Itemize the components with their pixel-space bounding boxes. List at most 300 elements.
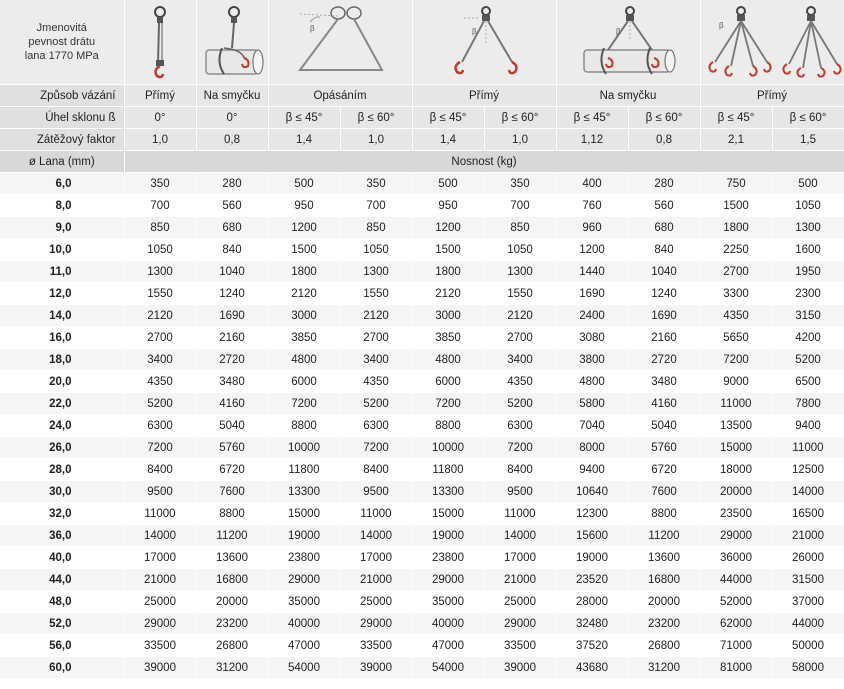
capacity-cell: 19000 (268, 525, 340, 547)
capacity-cell: 25000 (484, 591, 556, 613)
capacity-cell: 6000 (412, 371, 484, 393)
capacity-cell: 1200 (412, 217, 484, 239)
capacity-cell: 750 (700, 173, 772, 195)
capacity-cell: 11000 (700, 393, 772, 415)
capacity-cell: 1050 (484, 239, 556, 261)
title-line: lana 1770 MPa (24, 50, 99, 62)
capacity-cell: 5040 (628, 415, 700, 437)
capacity-cell: 7200 (484, 437, 556, 459)
capacity-cell: 11200 (196, 525, 268, 547)
factor-cell: 1,0 (124, 129, 196, 151)
capacity-cell: 10000 (412, 437, 484, 459)
capacity-cell: 15000 (700, 437, 772, 459)
capacity-cell: 2160 (628, 327, 700, 349)
capacity-cell: 11000 (484, 503, 556, 525)
capacity-cell: 33500 (124, 635, 196, 657)
beta-symbol: β (472, 27, 477, 36)
capacity-cell: 1550 (340, 283, 412, 305)
capacity-cell: 1300 (772, 217, 844, 239)
diameter-header-row (0, 151, 844, 173)
capacity-cell: 1550 (484, 283, 556, 305)
rope-diameter-cell: 52,0 (0, 613, 124, 635)
capacity-cell: 2700 (340, 327, 412, 349)
capacity-cell: 13600 (196, 547, 268, 569)
capacity-cell: 32480 (556, 613, 628, 635)
capacity-cell: 29000 (268, 569, 340, 591)
capacity-cell: 4160 (628, 393, 700, 415)
capacity-cell: 500 (412, 173, 484, 195)
capacity-cell: 47000 (412, 635, 484, 657)
capacity-cell: 2250 (700, 239, 772, 261)
capacity-cell: 44000 (700, 569, 772, 591)
capacity-cell: 8800 (628, 503, 700, 525)
capacity-cell: 1800 (412, 261, 484, 283)
capacity-cell: 8800 (196, 503, 268, 525)
capacity-cell: 4200 (772, 327, 844, 349)
table-row (0, 657, 844, 679)
capacity-cell: 1800 (268, 261, 340, 283)
capacity-cell: 5760 (196, 437, 268, 459)
rope-diameter-cell: 28,0 (0, 459, 124, 481)
capacity-cell: 2120 (268, 283, 340, 305)
capacity-cell: 11200 (628, 525, 700, 547)
capacity-cell: 21000 (772, 525, 844, 547)
capacity-cell: 20000 (700, 481, 772, 503)
method-cell: Přímý (412, 85, 556, 107)
capacity-cell: 7040 (556, 415, 628, 437)
capacity-cell: 6720 (196, 459, 268, 481)
capacity-cell: 13300 (268, 481, 340, 503)
basket-sling-illustration (268, 0, 412, 85)
capacity-cell: 850 (484, 217, 556, 239)
factor-cell: 1,0 (484, 129, 556, 151)
capacity-cell: 1440 (556, 261, 628, 283)
capacity-cell: 81000 (700, 657, 772, 679)
four-leg-sling-illustration (700, 0, 844, 85)
capacity-cell: 1040 (628, 261, 700, 283)
rope-diameter-cell: 30,0 (0, 481, 124, 503)
capacity-cell: 23800 (412, 547, 484, 569)
capacity-cell: 1690 (556, 283, 628, 305)
capacity-cell: 350 (340, 173, 412, 195)
table-row (0, 591, 844, 613)
capacity-cell: 11800 (268, 459, 340, 481)
capacity-cell: 4160 (196, 393, 268, 415)
capacity-cell: 3850 (412, 327, 484, 349)
factor-cell: 1,4 (412, 129, 484, 151)
rope-diameter-cell: 48,0 (0, 591, 124, 613)
basket-sling-icon (280, 4, 400, 80)
capacity-cell: 35000 (268, 591, 340, 613)
capacity-cell: 3850 (268, 327, 340, 349)
capacity-cell: 29000 (124, 613, 196, 635)
capacity-cell: 4800 (556, 371, 628, 393)
capacity-cell: 9000 (700, 371, 772, 393)
angle-cell: β ≤ 60° (628, 107, 700, 129)
capacity-cell: 5040 (196, 415, 268, 437)
capacity-cell: 19000 (412, 525, 484, 547)
angle-cell: β ≤ 45° (268, 107, 340, 129)
illustration-row (0, 0, 844, 85)
capacity-cell: 7200 (412, 393, 484, 415)
capacity-cell: 1300 (124, 261, 196, 283)
capacity-cell: 37520 (556, 635, 628, 657)
angle-cell: β ≤ 45° (412, 107, 484, 129)
capacity-cell: 1600 (772, 239, 844, 261)
table-row (0, 547, 844, 569)
capacity-cell: 1200 (556, 239, 628, 261)
capacity-cell: 2700 (700, 261, 772, 283)
table-row (0, 283, 844, 305)
capacity-cell: 840 (196, 239, 268, 261)
capacity-cell: 700 (124, 195, 196, 217)
capacity-cell: 1240 (628, 283, 700, 305)
capacity-cell: 37000 (772, 591, 844, 613)
table-row (0, 195, 844, 217)
capacity-cell: 1550 (124, 283, 196, 305)
capacity-cell: 350 (124, 173, 196, 195)
capacity-cell: 700 (484, 195, 556, 217)
capacity-cell: 6300 (340, 415, 412, 437)
capacity-cell: 950 (412, 195, 484, 217)
rope-diameter-cell: 26,0 (0, 437, 124, 459)
capacity-cell: 14000 (124, 525, 196, 547)
factor-cell: 1,4 (268, 129, 340, 151)
capacity-cell: 2400 (556, 305, 628, 327)
capacity-cell: 950 (268, 195, 340, 217)
capacity-cell: 5650 (700, 327, 772, 349)
table-row (0, 569, 844, 591)
capacity-cell: 11000 (772, 437, 844, 459)
capacity-cell: 5800 (556, 393, 628, 415)
capacity-cell: 12500 (772, 459, 844, 481)
capacity-cell: 29000 (700, 525, 772, 547)
capacity-cell: 40000 (412, 613, 484, 635)
capacity-cell: 3300 (700, 283, 772, 305)
capacity-cell: 5760 (628, 437, 700, 459)
capacity-cell: 31500 (772, 569, 844, 591)
capacity-cell: 26000 (772, 547, 844, 569)
capacity-cell: 4800 (412, 349, 484, 371)
capacity-cell: 28000 (556, 591, 628, 613)
capacity-cell: 280 (628, 173, 700, 195)
capacity-cell: 71000 (700, 635, 772, 657)
capacity-cell: 13300 (412, 481, 484, 503)
capacity-cell: 2120 (124, 305, 196, 327)
rope-diameter-cell: 18,0 (0, 349, 124, 371)
rope-diameter-cell: 6,0 (0, 173, 124, 195)
angle-row (0, 107, 844, 129)
capacity-cell: 500 (772, 173, 844, 195)
factor-cell: 1,12 (556, 129, 628, 151)
capacity-cell: 5200 (772, 349, 844, 371)
capacity-cell: 1050 (772, 195, 844, 217)
capacity-cell: 8400 (340, 459, 412, 481)
capacity-cell: 1500 (700, 195, 772, 217)
capacity-cell: 1050 (340, 239, 412, 261)
capacity-cell: 2700 (124, 327, 196, 349)
capacity-cell: 3400 (484, 349, 556, 371)
capacity-cell: 1690 (196, 305, 268, 327)
capacity-cell: 21000 (484, 569, 556, 591)
diameter-label: ø Lana (mm) (0, 151, 124, 173)
table-row (0, 327, 844, 349)
capacity-cell: 1050 (124, 239, 196, 261)
capacity-cell: 6000 (268, 371, 340, 393)
capacity-cell: 21000 (340, 569, 412, 591)
capacity-cell: 25000 (124, 591, 196, 613)
capacity-cell: 680 (196, 217, 268, 239)
capacity-cell: 16500 (772, 503, 844, 525)
capacity-cell: 1300 (340, 261, 412, 283)
capacity-cell: 4800 (268, 349, 340, 371)
capacity-cell: 1690 (628, 305, 700, 327)
capacity-cell: 8000 (556, 437, 628, 459)
capacity-cell: 3080 (556, 327, 628, 349)
rope-diameter-cell: 60,0 (0, 657, 124, 679)
capacity-cell: 1240 (196, 283, 268, 305)
capacity-cell: 54000 (412, 657, 484, 679)
capacity-cell: 4350 (700, 305, 772, 327)
capacity-cell: 33500 (340, 635, 412, 657)
capacity-cell: 11000 (340, 503, 412, 525)
capacity-cell: 7200 (340, 437, 412, 459)
capacity-cell: 20000 (196, 591, 268, 613)
capacity-label: Nosnost (kg) (124, 151, 844, 173)
capacity-cell: 3400 (124, 349, 196, 371)
rope-diameter-cell: 24,0 (0, 415, 124, 437)
capacity-cell: 7600 (196, 481, 268, 503)
rope-diameter-cell: 9,0 (0, 217, 124, 239)
capacity-cell: 15600 (556, 525, 628, 547)
capacity-cell: 2120 (484, 305, 556, 327)
capacity-cell: 7200 (268, 393, 340, 415)
capacity-cell: 21000 (124, 569, 196, 591)
capacity-cell: 23200 (628, 613, 700, 635)
capacity-cell: 62000 (700, 613, 772, 635)
capacity-cell: 16800 (628, 569, 700, 591)
two-leg-sling-icon (424, 4, 544, 80)
capacity-cell: 14000 (484, 525, 556, 547)
capacity-cell: 31200 (196, 657, 268, 679)
beta-symbol: β (310, 24, 315, 33)
angle-cell: β ≤ 45° (700, 107, 772, 129)
capacity-cell: 36000 (700, 547, 772, 569)
capacity-cell: 850 (124, 217, 196, 239)
capacity-cell: 1950 (772, 261, 844, 283)
factor-cell: 1,0 (340, 129, 412, 151)
rope-diameter-cell: 32,0 (0, 503, 124, 525)
capacity-cell: 35000 (412, 591, 484, 613)
capacity-cell: 5200 (484, 393, 556, 415)
capacity-cell: 4350 (340, 371, 412, 393)
single-leg-sling-illustration (124, 0, 196, 85)
beta-symbol: β (718, 21, 724, 30)
capacity-cell: 1500 (412, 239, 484, 261)
capacity-cell: 9400 (772, 415, 844, 437)
capacity-cell: 33500 (484, 635, 556, 657)
angle-cell: 0° (196, 107, 268, 129)
method-cell: Přímý (700, 85, 844, 107)
rope-diameter-cell: 36,0 (0, 525, 124, 547)
capacity-cell: 9500 (340, 481, 412, 503)
capacity-cell: 15000 (268, 503, 340, 525)
capacity-cell: 850 (340, 217, 412, 239)
method-cell: Opásáním (268, 85, 412, 107)
rope-diameter-cell: 12,0 (0, 283, 124, 305)
factor-cell: 0,8 (628, 129, 700, 151)
two-leg-choked-sling-illustration (556, 0, 700, 85)
capacity-cell: 9500 (124, 481, 196, 503)
capacity-cell: 11800 (412, 459, 484, 481)
angle-label: Úhel sklonu ß (0, 107, 124, 129)
capacity-cell: 700 (340, 195, 412, 217)
capacity-cell: 3400 (340, 349, 412, 371)
table-row (0, 481, 844, 503)
angle-cell: β ≤ 60° (484, 107, 556, 129)
capacity-cell: 23500 (700, 503, 772, 525)
choked-single-sling-illustration (196, 0, 268, 85)
rope-strength-title (0, 0, 124, 85)
factor-cell: 0,8 (196, 129, 268, 151)
capacity-cell: 47000 (268, 635, 340, 657)
capacity-cell: 840 (628, 239, 700, 261)
capacity-cell: 5200 (340, 393, 412, 415)
table-row (0, 613, 844, 635)
capacity-cell: 1300 (484, 261, 556, 283)
table-row (0, 503, 844, 525)
capacity-cell: 8800 (268, 415, 340, 437)
rope-diameter-cell: 11,0 (0, 261, 124, 283)
capacity-cell: 400 (556, 173, 628, 195)
capacity-cell: 40000 (268, 613, 340, 635)
table-row (0, 437, 844, 459)
capacity-cell: 13600 (628, 547, 700, 569)
capacity-cell: 17000 (484, 547, 556, 569)
table-row (0, 393, 844, 415)
capacity-cell: 960 (556, 217, 628, 239)
capacity-cell: 7200 (700, 349, 772, 371)
capacity-cell: 10000 (268, 437, 340, 459)
table-row (0, 261, 844, 283)
capacity-cell: 14000 (772, 481, 844, 503)
capacity-cell: 31200 (628, 657, 700, 679)
capacity-cell: 2160 (196, 327, 268, 349)
table-row (0, 459, 844, 481)
capacity-cell: 39000 (340, 657, 412, 679)
table-row (0, 635, 844, 657)
capacity-cell: 3800 (556, 349, 628, 371)
title-line: Jmenovitá (36, 22, 87, 34)
title-line: pevnost drátu (28, 36, 96, 48)
capacity-cell: 1200 (268, 217, 340, 239)
capacity-cell: 2300 (772, 283, 844, 305)
table-row (0, 415, 844, 437)
capacity-cell: 560 (196, 195, 268, 217)
table-row (0, 349, 844, 371)
rope-diameter-cell: 40,0 (0, 547, 124, 569)
capacity-cell: 14000 (340, 525, 412, 547)
capacity-cell: 5200 (124, 393, 196, 415)
capacity-cell: 9500 (484, 481, 556, 503)
capacity-cell: 44000 (772, 613, 844, 635)
capacity-cell: 25000 (340, 591, 412, 613)
angle-cell: 0° (124, 107, 196, 129)
capacity-cell: 11000 (124, 503, 196, 525)
capacity-cell: 3000 (412, 305, 484, 327)
capacity-cell: 26800 (196, 635, 268, 657)
capacity-cell: 17000 (340, 547, 412, 569)
capacity-cell: 500 (268, 173, 340, 195)
rope-diameter-cell: 56,0 (0, 635, 124, 657)
capacity-cell: 17000 (124, 547, 196, 569)
capacity-cell: 29000 (412, 569, 484, 591)
capacity-cell: 1500 (268, 239, 340, 261)
capacity-cell: 4350 (484, 371, 556, 393)
capacity-cell: 6500 (772, 371, 844, 393)
capacity-cell: 680 (628, 217, 700, 239)
capacity-cell: 2120 (412, 283, 484, 305)
method-cell: Na smyčku (196, 85, 268, 107)
choked-single-sling-icon (200, 4, 264, 80)
table-row (0, 217, 844, 239)
factor-label: Zátěžový faktor (0, 129, 124, 151)
capacity-cell: 4350 (124, 371, 196, 393)
capacity-cell: 6300 (124, 415, 196, 437)
table-row (0, 305, 844, 327)
method-cell: Na smyčku (556, 85, 700, 107)
capacity-cell: 54000 (268, 657, 340, 679)
method-cell: Přímý (124, 85, 196, 107)
capacity-cell: 15000 (412, 503, 484, 525)
capacity-cell: 13500 (700, 415, 772, 437)
capacity-cell: 23800 (268, 547, 340, 569)
capacity-cell: 23200 (196, 613, 268, 635)
capacity-cell: 3000 (268, 305, 340, 327)
two-leg-sling-illustration (412, 0, 556, 85)
rope-diameter-cell: 22,0 (0, 393, 124, 415)
capacity-cell: 29000 (484, 613, 556, 635)
table-row (0, 371, 844, 393)
angle-cell: β ≤ 45° (556, 107, 628, 129)
method-row (0, 85, 844, 107)
capacity-cell: 9400 (556, 459, 628, 481)
table-row (0, 239, 844, 261)
capacity-cell: 6720 (628, 459, 700, 481)
capacity-cell: 7800 (772, 393, 844, 415)
angle-cell: β ≤ 60° (340, 107, 412, 129)
factor-cell: 2,1 (700, 129, 772, 151)
rope-diameter-cell: 14,0 (0, 305, 124, 327)
capacity-cell: 1040 (196, 261, 268, 283)
capacity-cell: 3480 (196, 371, 268, 393)
factor-row (0, 129, 844, 151)
capacity-cell: 2720 (196, 349, 268, 371)
capacity-cell: 3150 (772, 305, 844, 327)
table-row (0, 525, 844, 547)
capacity-cell: 7600 (628, 481, 700, 503)
angle-cell: β ≤ 60° (772, 107, 844, 129)
capacity-cell: 8400 (484, 459, 556, 481)
method-label: Způsob vázání (0, 85, 124, 107)
rope-diameter-cell: 8,0 (0, 195, 124, 217)
two-leg-choked-sling-icon (568, 4, 688, 80)
capacity-cell: 39000 (124, 657, 196, 679)
capacity-cell: 10640 (556, 481, 628, 503)
capacity-cell: 43680 (556, 657, 628, 679)
rope-diameter-cell: 10,0 (0, 239, 124, 261)
capacity-cell: 20000 (628, 591, 700, 613)
